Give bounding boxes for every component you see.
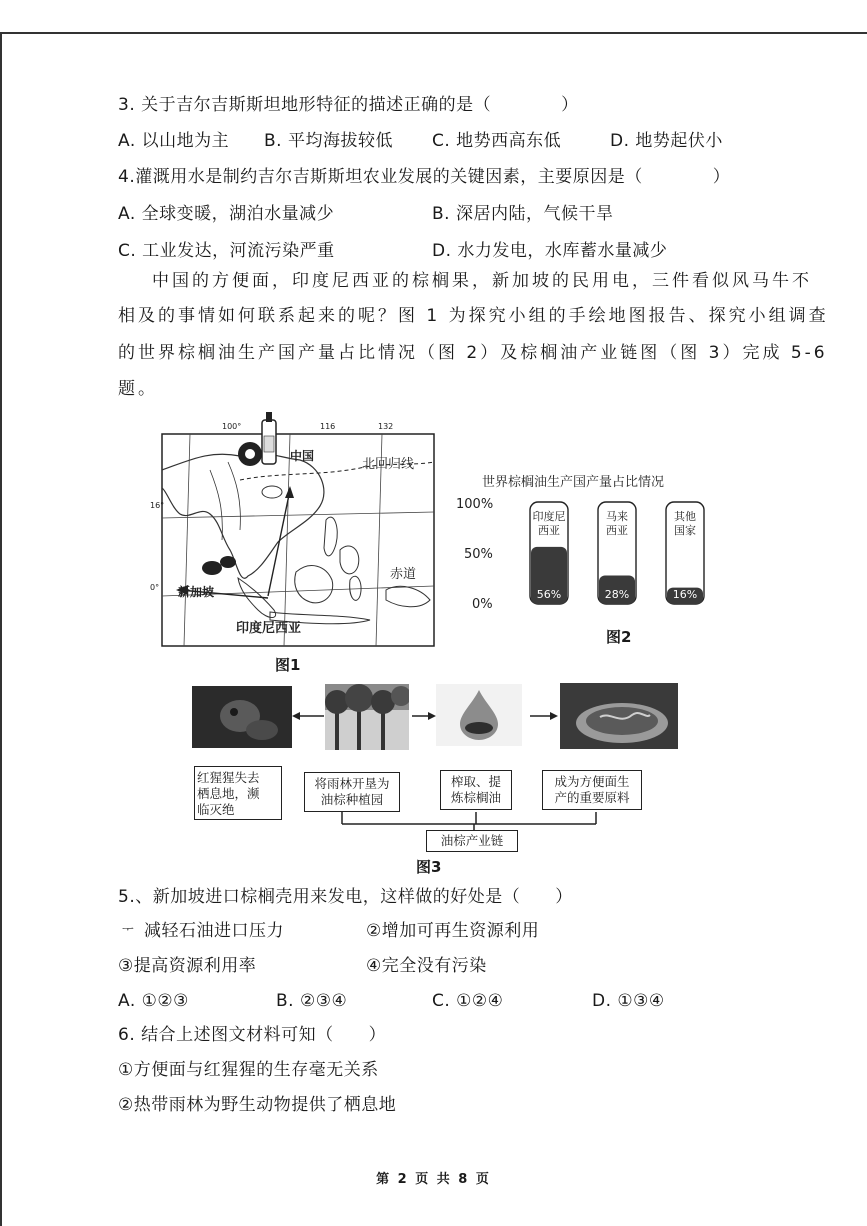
chart-category-label: 印度尼: [532, 510, 566, 523]
q5-stem: 5.、新加坡进口棕榈壳用来发电，这样做的好处是（ ）: [118, 887, 573, 907]
chain-box-noodle: [542, 770, 642, 810]
chart-value-label: 56%: [536, 588, 562, 601]
box-line: 栖息地，濒: [197, 786, 260, 801]
box-line: 榨取、提: [450, 774, 501, 789]
map-lat-0: 0°: [150, 583, 160, 592]
chain-label-box: [426, 830, 518, 852]
box-line: 将雨林开垦为: [314, 776, 390, 791]
q6-item-1: ①方便面与红猩猩的生存毫无关系: [118, 1060, 379, 1080]
box-line: 临灭绝: [197, 802, 235, 817]
q4-option-c[interactable]: C. 工业发达，河流污染严重: [118, 241, 335, 261]
map-lon-132: 132: [378, 422, 394, 431]
page-footer: 第 2 页 共 8 页: [376, 1172, 491, 1187]
axis-tick-0: 0%: [472, 597, 493, 612]
chart-title: 世界棕榈油生产国产量占比情况: [482, 475, 665, 490]
q5-item-1: 减轻石油进口压力: [144, 921, 284, 941]
instant-noodle-photo: [560, 683, 678, 749]
q3-option-a[interactable]: A. 以山地为主: [118, 131, 230, 151]
q6-stem: 6. 结合上述图文材料可知（ ）: [118, 1025, 387, 1045]
figure-1-caption: 图1: [275, 656, 301, 674]
intro-line-3: 的世界棕榈油生产国产量占比情况（图 2）及棕榈油产业链图（图 3）完成 5-6: [118, 343, 828, 363]
box-line: 成为方便面生: [554, 774, 630, 789]
chart-category-label: 西亚: [606, 524, 628, 537]
chart-category-label: 其他: [674, 510, 696, 523]
q4-option-b[interactable]: B. 深居内陆，气候干旱: [432, 204, 614, 224]
chain-arrows: [290, 706, 570, 726]
q3-option-c[interactable]: C. 地势西高东低: [432, 131, 562, 151]
axis-tick-50: 50%: [464, 547, 493, 562]
q3-option-b[interactable]: B. 平均海拔较低: [264, 131, 393, 151]
axis-tick-100: 100%: [456, 497, 494, 512]
figure-3-caption: 图3: [416, 858, 442, 876]
chart-category-label: 马来: [606, 510, 628, 523]
intro-line-4: 题。: [118, 379, 158, 399]
chain-bracket: [340, 810, 600, 832]
q6-item-2: ②热带雨林为野生动物提供了栖息地: [118, 1095, 397, 1115]
figure-2-chart: [450, 466, 710, 626]
figure-1-map: [150, 410, 440, 650]
intro-line-2: 相及的事情如何联系起来的呢？图 1 为探究小组的手绘地图报告、探究小组调查: [118, 306, 829, 326]
map-lon-116: 116: [320, 422, 336, 431]
q4-stem: 4.灌溉用水是制约吉尔吉斯斯坦农业发展的关键因素，主要原因是（ ）: [118, 167, 731, 187]
q5-option-d[interactable]: D. ①③④: [592, 991, 665, 1011]
chart-category-label: 国家: [674, 524, 696, 537]
map-label-singapore: 新加坡: [178, 585, 215, 599]
map-label-tropic: 北回归线: [362, 457, 415, 472]
map-label-indonesia: 印度尼西亚: [236, 621, 302, 636]
intro-line-1: 中国的方便面，印度尼西亚的棕榈果，新加坡的民用电，三件看似风马牛不: [152, 271, 812, 291]
q5-option-b[interactable]: B. ②③④: [276, 991, 348, 1011]
page-border-left: [0, 32, 2, 1226]
chain-label: 油棕产业链: [440, 833, 504, 848]
map-lon-100: 100°: [222, 422, 242, 431]
box-line: 炼棕榈油: [450, 790, 501, 805]
box-line: 红猩猩失去: [197, 770, 260, 785]
chart-value-label: 16%: [672, 588, 698, 601]
q5-item-2: ②增加可再生资源利用: [366, 921, 540, 941]
q4-option-d[interactable]: D. 水力发电，水库蓄水量减少: [432, 241, 668, 261]
map-label-china: 中国: [290, 449, 315, 463]
map-lat-16: 16°: [150, 501, 165, 510]
orangutan-photo: [192, 686, 292, 748]
chain-box-plantation: [304, 772, 400, 812]
box-line: 产的重要原料: [554, 790, 630, 805]
q5-item-1-mark: ᅮ: [122, 922, 135, 936]
chain-box-extraction: [440, 770, 512, 810]
q5-item-3: ③提高资源利用率: [118, 956, 257, 976]
box-line: 油棕种植园: [320, 792, 384, 807]
chart-value-label: 28%: [604, 588, 630, 601]
q3-option-d[interactable]: D. 地势起伏小: [610, 131, 723, 151]
figure-2-caption: 图2: [606, 628, 632, 646]
chain-box-orangutan: [194, 766, 282, 820]
q5-item-4: ④完全没有污染: [366, 956, 487, 976]
q3-stem: 3. 关于吉尔吉斯斯坦地形特征的描述正确的是（ ）: [118, 95, 579, 115]
q5-option-a[interactable]: A. ①②③: [118, 991, 189, 1011]
map-label-equator: 赤道: [390, 567, 417, 582]
chart-category-label: 西亚: [538, 524, 560, 537]
page-border-top: [0, 32, 867, 34]
q4-option-a[interactable]: A. 全球变暖，湖泊水量减少: [118, 204, 335, 224]
q5-option-c[interactable]: C. ①②④: [432, 991, 504, 1011]
